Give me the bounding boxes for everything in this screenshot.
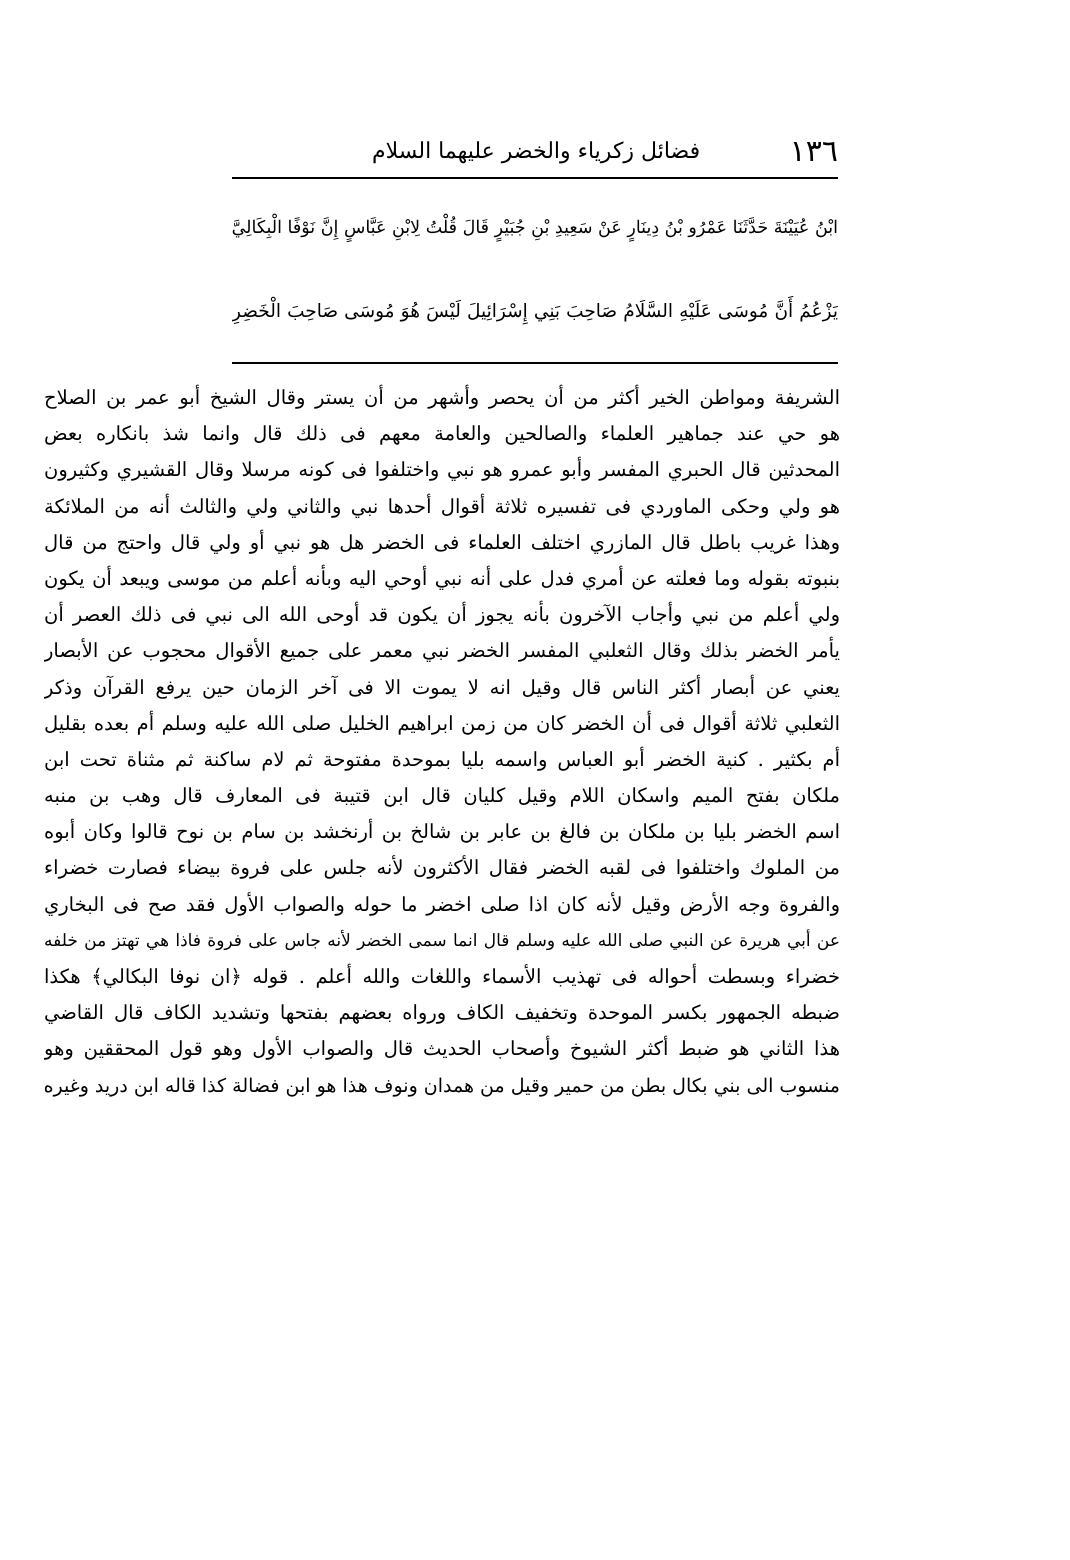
commentary-line: هذا الثاني هو ضبط أكثر الشيوخ وأصحاب الحديث قال والصواب الأول وهو قول المحققين وهو	[44, 1037, 840, 1061]
commentary-line: بنبوته بقوله وما فعلته عن أمري فدل على أنه نبي أوحي اليه وبأنه أعلم من موسى ويبعد أن يكون	[44, 566, 840, 590]
commentary-line: الثعلبي ثلاثة أقوال فى أن الخضر كان من زمن ابراهيم الخليل صلى الله عليه وسلم أم بعده بقليل	[44, 711, 840, 735]
commentary-line: والفروة وجه الأرض وقيل لأنه كان اذا صلى اخضر ما حوله والصواب الأول فقد صح فى البخاري	[44, 892, 840, 916]
commentary-line: عن أبي هريرة عن النبي صلى الله عليه وسلم قال انما سمى الخضر لأنه جاس على فروة فاذا هي تهتز من خلفه	[44, 930, 840, 951]
commentary-line: أم بكثير . كنية الخضر أبو العباس واسمه بليا بموحدة مفتوحة ثم لام ساكنة ثم مثناة تحت ابن	[44, 747, 840, 771]
commentary-line: ولي أعلم من نبي وأجاب الآخرون بأنه يجوز أن يكون قد أوحى الله الى نبي فى ذلك العصر أن	[44, 603, 840, 627]
hadith-line: يَزْعُمُ أَنَّ مُوسَى عَلَيْهِ السَّلَامُ صَاحِبَ بَنِي إِسْرَائِيلَ لَيْسَ هُوَ مُوسَى صَاحِبَ الْخَضِرِ	[232, 301, 838, 322]
commentary-line: المحدثين قال الحبري المفسر وأبو عمرو هو نبي واختلفوا فى كونه مرسلا وقال القشيري وكثيرون	[44, 458, 840, 482]
hadith-line: ابْنُ عُيَيْنَةَ حَدَّثَنَا عَمْرُو بْنُ دِينَارٍ عَنْ سَعِيدِ بْنِ جُبَيْرٍ قَالَ قُلْتُ لِابْنِ عَبَّاسٍ إِنَّ نَوْفًا الْبِكَالِيَّ	[232, 218, 838, 238]
commentary-line: وهذا غريب باطل قال المازري اختلف العلماء فى الخضر هل هو نبي أو ولي قال واحتج من قال	[44, 530, 840, 554]
commentary-line: اسم الخضر بليا بن ملكان بن فالغ بن عابر بن شالخ بن أرنخشد بن سام بن نوح قالوا وكان أبوه	[44, 820, 840, 844]
section-divider	[232, 362, 838, 364]
commentary-line: الشريفة ومواطن الخير أكثر من أن يحصر وأشهر من أن يستر وقال الشيخ أبو عمر بن الصلاح	[44, 386, 840, 409]
hadith-text	[232, 186, 838, 354]
page-header	[232, 120, 838, 172]
commentary-line: هو حي عند جماهير العلماء والصالحين والعامة معهم فى ذلك قال وانما شذ بانكاره بعض	[44, 422, 840, 446]
commentary-line: خضراء وبسطت أحواله فى تهذيب الأسماء واللغات والله أعلم . قوله ﴿ان نوفا البكالي﴾ هكذا	[44, 965, 840, 988]
page-number: ١٣٦	[789, 134, 838, 169]
commentary-line: هو ولي وحكى الماوردي فى تفسيره ثلاثة أقوال أحدها نبي والثاني ولي والثالث أنه من الملائكة	[44, 494, 840, 518]
commentary-line: من الملوك واختلفوا فى لقبه الخضر فقال الأكثرون لأنه جلس على فروة بيضاء فصارت خضراء	[44, 856, 840, 880]
commentary-line: يأمر الخضر بذلك وقال الثعلبي المفسر الخضر نبي معمر على جميع الأقوال محجوب عن الأبصار	[44, 639, 840, 663]
header-rule	[232, 177, 838, 179]
commentary-line: ضبطه الجمهور بكسر الموحدة وتخفيف الكاف ورواه بعضهم بفتحها وتشديد الكاف قال القاضي	[44, 1001, 840, 1025]
commentary-line: منسوب الى بني بكال بطن من حمير وقيل من همدان ونوف هذا هو ابن فضالة كذا قاله ابن دريد وغيره	[44, 1074, 840, 1097]
commentary-text	[44, 380, 840, 1104]
commentary-line: يعني عن أبصار أكثر الناس قال وقيل انه لا يموت الا فى آخر الزمان حين يرفع القرآن وذكر	[44, 675, 840, 699]
running-title: فضائل زكرياء والخضر عليهما السلام	[372, 139, 701, 164]
commentary-line: ملكان بفتح الميم واسكان اللام وقيل كليان قال ابن قتيبة فى المعارف قال وهب بن منبه	[44, 784, 840, 808]
